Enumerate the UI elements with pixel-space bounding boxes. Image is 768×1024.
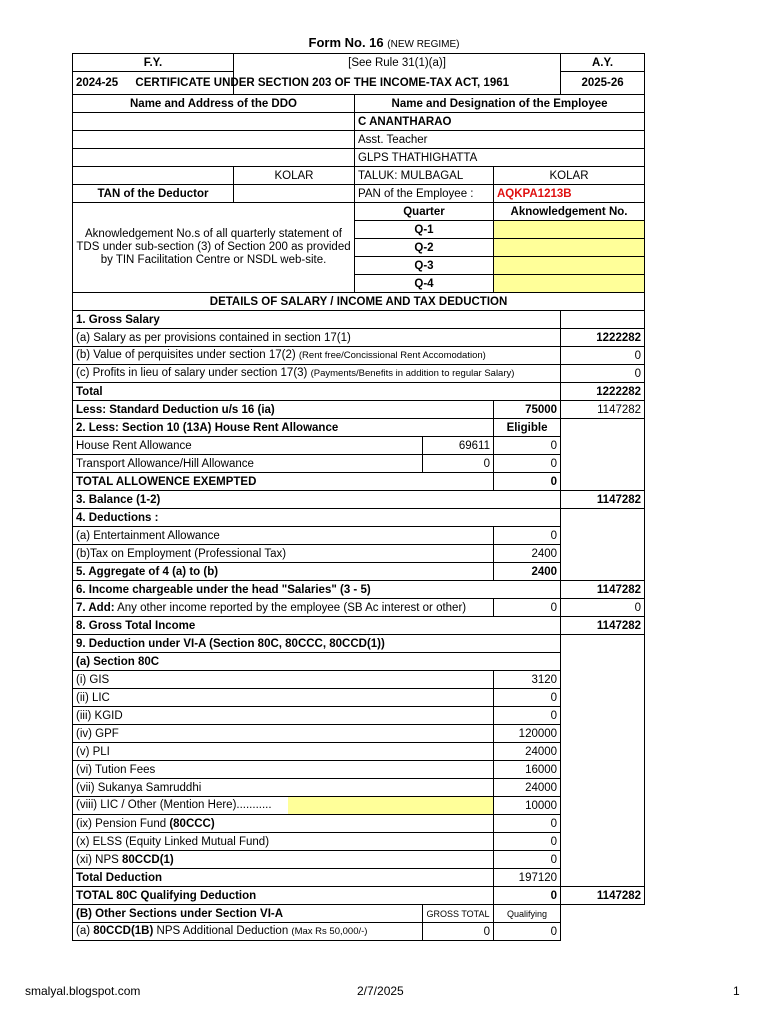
form-title: Form No. 16 (NEW REGIME)	[308, 35, 460, 50]
via-label: 9. Deduction under VI-A (Section 80C, 80CCC, 80CCD(1))	[73, 635, 561, 653]
nps-1b-qualifying: 0	[494, 923, 561, 941]
qualifying-value: 0	[494, 887, 561, 905]
sec80c-label: (a) Section 80C	[73, 653, 561, 671]
pan-label: PAN of the Employee :	[355, 185, 494, 203]
rule-ref: [See Rule 31(1)(a)]	[234, 54, 561, 72]
sec80c-item-label: (i) GIS	[73, 671, 494, 689]
sec80c-item-label: (vii) Sukanya Samruddhi	[73, 779, 494, 797]
fy-value: 2024-25 CERTIFICATE UNDER SECTION 203 OF THE INCOME-TAX ACT, 1961	[73, 72, 234, 95]
details-title: DETAILS OF SALARY / INCOME AND TAX DEDUCTION	[73, 293, 645, 311]
lic-other-mention-field[interactable]	[288, 797, 493, 814]
professional-tax-value: 2400	[494, 545, 561, 563]
lic-other-value: 10000	[494, 797, 561, 815]
salary-17-1-label: (a) Salary as per provisions contained in section 17(1)	[73, 329, 561, 347]
footer-site: smalyal.blogspot.com	[25, 984, 141, 998]
sec80c-item-value: 0	[494, 689, 561, 707]
entertainment-label: (a) Entertainment Allowance	[73, 527, 494, 545]
gti-value: 1147282	[561, 617, 645, 635]
balance-label: 3. Balance (1-2)	[73, 491, 561, 509]
employee-place: KOLAR	[494, 167, 645, 185]
sec80c-item-label: (iv) GPF	[73, 725, 494, 743]
other-sections-label: (B) Other Sections under Section VI-A	[73, 905, 423, 923]
total-deduction-label: Total Deduction	[73, 869, 494, 887]
employee-taluk: TALUK: MULBAGAL	[355, 167, 494, 185]
ack-q2-field[interactable]	[494, 239, 645, 257]
qualifying-label: TOTAL 80C Qualifying Deduction	[73, 887, 494, 905]
sec80c-item-label: (vi) Tution Fees	[73, 761, 494, 779]
ddo-label: Name and Address of the DDO	[73, 95, 355, 113]
qualifying-total: 1147282	[561, 887, 645, 905]
allowance-exempted-value: 0	[494, 473, 561, 491]
other-income-amount: 0	[494, 599, 561, 617]
gross-total-header: GROSS TOTAL	[423, 905, 494, 923]
sec80c-item-label: (ii) LIC	[73, 689, 494, 707]
lic-other-label: (viii) LIC / Other (Mention Here)...........	[76, 799, 272, 811]
elss-label: (x) ELSS (Equity Linked Mutual Fund)	[73, 833, 494, 851]
aggregate-label: 5. Aggregate of 4 (a) to (b)	[73, 563, 494, 581]
perquisites-label: (b) Value of perquisites under section 17(2) (Rent free/Concissional Rent Accomodation)	[73, 347, 561, 365]
employee-name: C ANANTHARAO	[355, 113, 645, 131]
sec80c-item-label: (v) PLI	[73, 743, 494, 761]
pension-label: (ix) Pension Fund (80CCC)	[73, 815, 494, 833]
gross-salary-label: 1. Gross Salary	[73, 311, 561, 329]
sec80c-item-value: 3120	[494, 671, 561, 689]
gross-total-label: Total	[73, 383, 561, 401]
perquisites-value: 0	[561, 347, 645, 365]
employee-label: Name and Designation of the Employee	[355, 95, 645, 113]
balance-value: 1147282	[561, 491, 645, 509]
eligible-header: Eligible	[494, 419, 561, 437]
ddo-place: KOLAR	[234, 167, 355, 185]
sec80c-item-label: (iii) KGID	[73, 707, 494, 725]
form16-table	[72, 53, 645, 941]
fy-label: F.Y.	[73, 54, 234, 72]
std-deduction-label: Less: Standard Deduction u/s 16 (ia)	[73, 401, 494, 419]
total-deduction-value: 197120	[494, 869, 561, 887]
ack-q1-field[interactable]	[494, 221, 645, 239]
other-income-label: 7. Add: Any other income reported by the employee (SB Ac interest or other)	[73, 599, 494, 617]
std-deduction-balance: 1147282	[561, 401, 645, 419]
chargeable-label: 6. Income chargeable under the head "Salaries" (3 - 5)	[73, 581, 561, 599]
transport-amount: 0	[423, 455, 494, 473]
profits-value: 0	[561, 365, 645, 383]
nps-1b-label: (a) 80CCD(1B) NPS Additional Deduction (Max Rs 50,000/-)	[73, 923, 423, 941]
nps-label: (xi) NPS 80CCD(1)	[73, 851, 494, 869]
aggregate-value: 2400	[494, 563, 561, 581]
gti-label: 8. Gross Total Income	[73, 617, 561, 635]
employee-school: GLPS THATHIGHATTA	[355, 149, 645, 167]
entertainment-value: 0	[494, 527, 561, 545]
employee-designation: Asst. Teacher	[355, 131, 645, 149]
hra-label: House Rent Allowance	[73, 437, 423, 455]
pan-value: AQKPA1213B	[494, 185, 645, 203]
other-income-total: 0	[561, 599, 645, 617]
quarter-q1: Q-1	[355, 221, 494, 239]
lic-other-row	[73, 797, 494, 815]
certificate-heading: CERTIFICATE UNDER SECTION 203 OF THE INCOME-TAX ACT, 1961	[135, 77, 510, 89]
ack-q3-field[interactable]	[494, 257, 645, 275]
nps-1b-gross: 0	[423, 923, 494, 941]
footer-page: 1	[733, 984, 740, 998]
qualifying-header: Qualifying	[494, 905, 561, 923]
hra-eligible: 0	[494, 437, 561, 455]
salary-17-1-value: 1222282	[561, 329, 645, 347]
quarter-header: Quarter	[355, 203, 494, 221]
transport-eligible: 0	[494, 455, 561, 473]
chargeable-value: 1147282	[561, 581, 645, 599]
quarter-q3: Q-3	[355, 257, 494, 275]
gross-total-value: 1222282	[561, 383, 645, 401]
ack-header: Aknowledgement No.	[494, 203, 645, 221]
profits-label: (c) Profits in lieu of salary under section 17(3) (Payments/Benefits in addition to regular Salary)	[73, 365, 561, 383]
ack-q4-field[interactable]	[494, 275, 645, 293]
hra-section-label: 2. Less: Section 10 (13A) House Rent Allowance	[73, 419, 494, 437]
ay-label: A.Y.	[561, 54, 645, 72]
pension-value: 0	[494, 815, 561, 833]
quarter-q4: Q-4	[355, 275, 494, 293]
sec80c-item-value: 24000	[494, 743, 561, 761]
tan-label: TAN of the Deductor	[73, 185, 234, 203]
std-deduction-amount: 75000	[494, 401, 561, 419]
tan-value	[234, 185, 355, 203]
footer-date: 2/7/2025	[357, 984, 404, 998]
deductions-label: 4. Deductions :	[73, 509, 561, 527]
sec80c-item-value: 24000	[494, 779, 561, 797]
sec80c-item-value: 16000	[494, 761, 561, 779]
elss-value: 0	[494, 833, 561, 851]
sec80c-item-value: 0	[494, 707, 561, 725]
hra-amount: 69611	[423, 437, 494, 455]
professional-tax-label: (b)Tax on Employment (Professional Tax)	[73, 545, 494, 563]
nps-value: 0	[494, 851, 561, 869]
ack-description: Aknowledgement No.s of all quarterly statement of TDS under sub-section (3) of Section 200 as provided by TIN Facilitation Centre or NSDL web-site.	[73, 203, 355, 293]
allowance-exempted-label: TOTAL ALLOWENCE EXEMPTED	[73, 473, 494, 491]
sec80c-item-value: 120000	[494, 725, 561, 743]
transport-label: Transport Allowance/Hill Allowance	[73, 455, 423, 473]
quarter-q2: Q-2	[355, 239, 494, 257]
ay-value: 2025-26	[561, 72, 645, 95]
